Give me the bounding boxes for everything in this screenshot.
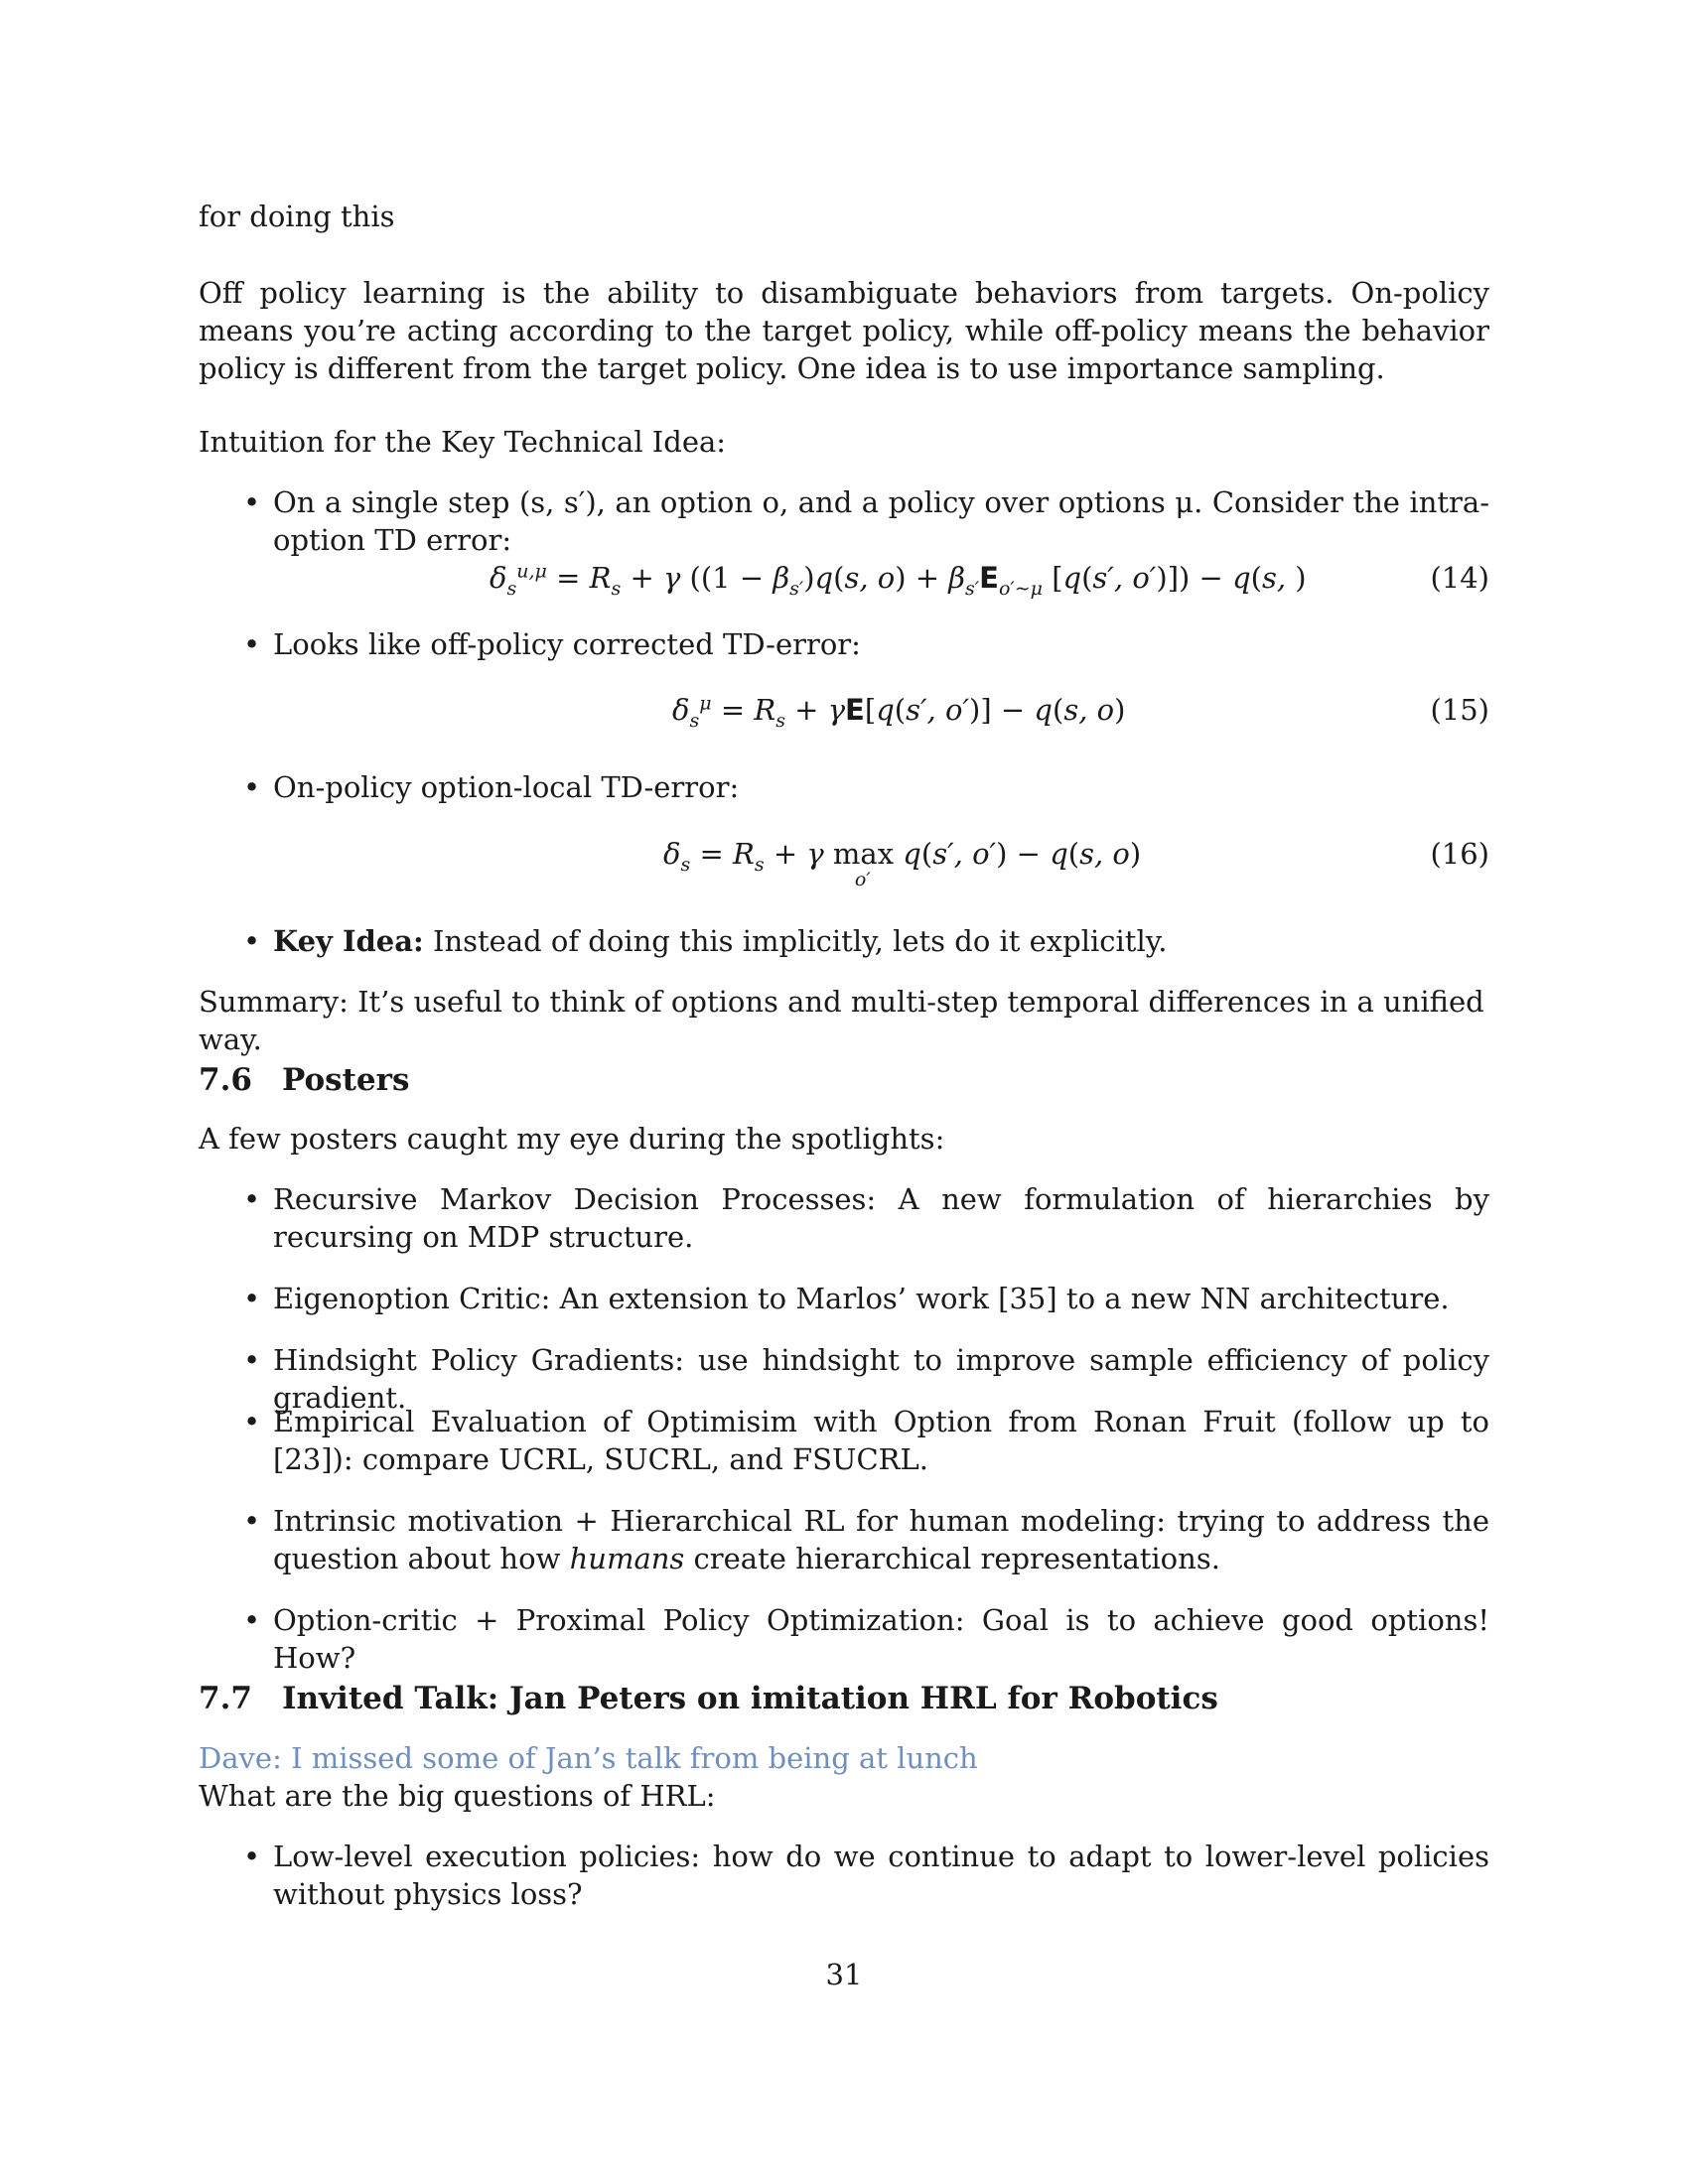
bullet-marker: • [243, 627, 261, 661]
section-title: Invited Talk: Jan Peters on imitation HRL for Robotics [282, 1681, 1218, 1716]
bullet-marker: • [243, 1504, 261, 1538]
intro-line: for doing this [199, 200, 395, 233]
posters-intro: A few posters caught my eye during the spotlights: [199, 1122, 945, 1156]
hrl-question: What are the big questions of HRL: [199, 1779, 716, 1813]
bullet-marker: • [243, 1405, 261, 1438]
key-idea-text: Instead of doing this implicitly, lets do it explicitly. [423, 924, 1168, 958]
poster-item: Hindsight Policy Gradients: use hindsight to improve sample efficiency of policy gradient. [273, 1343, 1489, 1415]
poster-item: Empirical Evaluation of Optimisim with Option from Ronan Fruit (follow up to [23]): compare UCRL, SUCRL, and FSUCRL. [273, 1405, 1489, 1476]
summary-paragraph: Summary: It’s useful to think of options and multi-step temporal differences in a unified way. [199, 985, 1484, 1056]
bullet-marker: • [243, 1603, 261, 1637]
section-title: Posters [282, 1062, 410, 1098]
poster-item [273, 1502, 1489, 1577]
page-number: 31 [825, 1958, 863, 1991]
offpolicy-paragraph: Off policy learning is the ability to disambiguate behaviors from targets. On-policy means you’re acting according to the target policy, while off-policy means the behavior policy is different from the target policy. One idea is to use importance sampling. [199, 276, 1489, 385]
equation-15-number: (15) [1430, 693, 1489, 727]
equation-14: $\delta_s^{u,\mu} = R_s + \gamma$ ($(1 - \beta_{s'})q(s$, $o) + \beta_{s'}E_{o'\sim\mu}$ [q(s′, o′)]) − q(s, ) [490, 560, 1307, 600]
bullet-offpolicy-corrected: Looks like off-policy corrected TD-error: [273, 627, 861, 661]
intuition-heading: Intuition for the Key Technical Idea: [199, 425, 727, 459]
equation-16-number: (16) [1430, 837, 1489, 871]
key-idea-label: Key Idea: [273, 924, 424, 958]
poster-item: Recursive Markov Decision Processes: A new formulation of hierarchies by recursing on MDP structure. [273, 1182, 1489, 1254]
bullet-marker: • [243, 770, 261, 804]
hrl-bullet: Low-level execution policies: how do we continue to adapt to lower-level policies without physics loss? [273, 1840, 1489, 1911]
poster-emphasis: humans [569, 1542, 685, 1575]
equation-16: $\delta_s = R_s + \gamma$ max o′ q(s′, o′) − q(s, o) [663, 837, 1142, 890]
poster-item: Eigenoption Critic: An extension to Marlos’ work [35] to a new NN architecture. [273, 1282, 1450, 1315]
bullet-marker: • [243, 1343, 261, 1377]
section-heading-7-6 [199, 1060, 409, 1100]
poster-text: Intrinsic motivation + Hierarchical RL for human modeling: trying to address the question about how [273, 1504, 1489, 1575]
equation-14-number: (14) [1430, 561, 1489, 595]
bullet-marker: • [243, 924, 261, 958]
bullet-key-idea [273, 922, 1489, 960]
section-heading-7-7 [199, 1679, 1218, 1718]
bullet-marker: • [243, 1282, 261, 1315]
equation-15: $\delta_s^\mu = R_s + \gamma E[q(s'$, o′)] − q(s, o) [672, 692, 1126, 732]
poster-item: Option-critic + Proximal Policy Optimization: Goal is to achieve good options! How? [273, 1603, 1489, 1675]
section-number: 7.6 [199, 1062, 252, 1098]
bullet-marker: • [243, 485, 261, 519]
bullet-onpolicy-local: On-policy option-local TD-error: [273, 770, 740, 804]
section-number: 7.7 [199, 1681, 252, 1716]
bullet-single-step: On a single step (s, s′), an option o, and a policy over options μ. Consider the intra-option TD error: [273, 485, 1489, 557]
bullet-marker: • [243, 1182, 261, 1216]
dave-note: Dave: I missed some of Jan’s talk from being at lunch [199, 1741, 978, 1775]
poster-text: create hierarchical representations. [684, 1542, 1220, 1575]
bullet-marker: • [243, 1840, 261, 1873]
